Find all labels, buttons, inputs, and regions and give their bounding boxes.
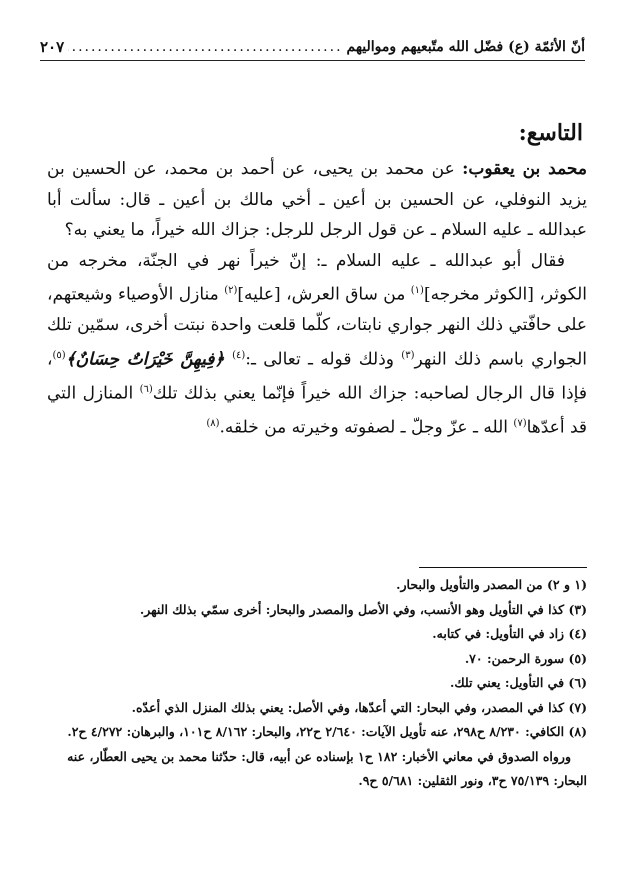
footnote-divider [419, 567, 587, 568]
footnote-item: (٨) الكافي: ٨/٢٣٠ ح٢٩٨، عنه تأويل الآيات: ٢/٦٤٠ ح٢٢، والبحار: ٨/١٦٢ ح١٠١، والبرهان: ٤/٢٧٢ ح٢. [67, 724, 587, 739]
answer-paragraph [47, 246, 587, 444]
footnote-ref-3[interactable]: (٣) [401, 349, 415, 361]
quran-verse: ﴿فِيهِنَّ خَيْرَاتٌ حِسَانٌ﴾ [65, 349, 233, 370]
footnote-item: (٥) سورة الرحمن: ٧٠. [464, 650, 587, 666]
answer-text-4: وذلك قوله ـ تعالى ـ: [245, 349, 402, 370]
isnad-chain: عن محمد بن يحيى، عن أحمد بن محمد، عن الحسين بن يزيد النوفلي، عن الحسين بن أعين ـ أخي مالك بن أعين ـ قال: سألت أبا عبدالله ـ عليه السلام ـ عن قول الرجل للرجل: جزاك الله خيراً، ما يعني به؟ [47, 159, 587, 240]
footnote-ref-8[interactable]: (٨) [206, 417, 220, 429]
running-title: أنّ الأئمّة (ع) فضّل الله متّبعيهم ومواليهم [346, 39, 585, 55]
footnote-item: (١ و ٢) من المصدر والتأويل والبحار. [396, 577, 587, 592]
footnote-item: (٤) زاد في التأويل: في كتابه. [432, 626, 587, 641]
footnote-ref-5[interactable]: (٥) [52, 349, 66, 361]
footnote-ref-1[interactable]: (١) [410, 285, 424, 296]
answer-text-3: منازل الأوصياء وشيعتهم، على حافّتي ذلك النهر جواري نابتات، كلّما قلعت واحدة نبتت أخرى، سمّين تلك الجواري باسم ذلك النهر [47, 284, 587, 370]
answer-text-2: من ساق العرش، [عليه] [237, 284, 411, 305]
section-heading: التاسع: [518, 120, 583, 146]
footnote-item: (٦) في التأويل: يعني تلك. [449, 675, 587, 690]
footnote-ref-4[interactable]: (٤) [232, 349, 246, 361]
footnote-item: (٣) كذا في التأويل وهو الأنسب، وفي الأصل والمصدر والبحار: أخرى سمّي بذلك النهر. [139, 601, 587, 617]
answer-text-1: فقال أبو عبدالله ـ عليه السلام ـ: إنّ خيراً نهر في الجنّة، مخرجه من الكوثر، [الكوثر مخرجه] [47, 250, 588, 305]
answer-text-7: الله ـ عزّ وجلّ ـ لصفوته وخيرته من خلقه. [219, 417, 514, 438]
isnad-paragraph [47, 154, 587, 246]
leader-dots [68, 39, 342, 55]
hadith-text [47, 154, 587, 443]
answer-text-5: ، فإذا قال الرجال لصاحبه: جزاك الله خيراً فإنّما يعني بذلك تلك [47, 349, 587, 404]
footnote-continuation: ورواه الصدوق في معاني الأخبار: ١٨٢ ح١ بإسناده عن أبيه، قال: حدّثنا محمد بن يحيى العطّار، عنه البحار: ٧٥/١٣٩ ح٣، ونور الثقلين: ٥/٦٨١ ح٩. [67, 748, 587, 788]
narrator-name: محمد بن يعقوب: [462, 159, 587, 179]
footnotes [42, 573, 587, 794]
footnote-ref-2[interactable]: (٢) [224, 285, 238, 296]
answer-text-6: المنازل التي قد أعدّها [47, 383, 587, 438]
footnote-item: (٧) كذا في المصدر، وفي البحار: التي أعدّها، وفي الأصل: يعني بذلك المنزل الذي أعدّه. [131, 699, 587, 715]
running-head [40, 34, 585, 61]
page-number: ٢٠٧ [40, 38, 65, 56]
footnote-ref-7[interactable]: (٧) [513, 417, 527, 429]
footnote-ref-6[interactable]: (٦) [139, 383, 153, 395]
